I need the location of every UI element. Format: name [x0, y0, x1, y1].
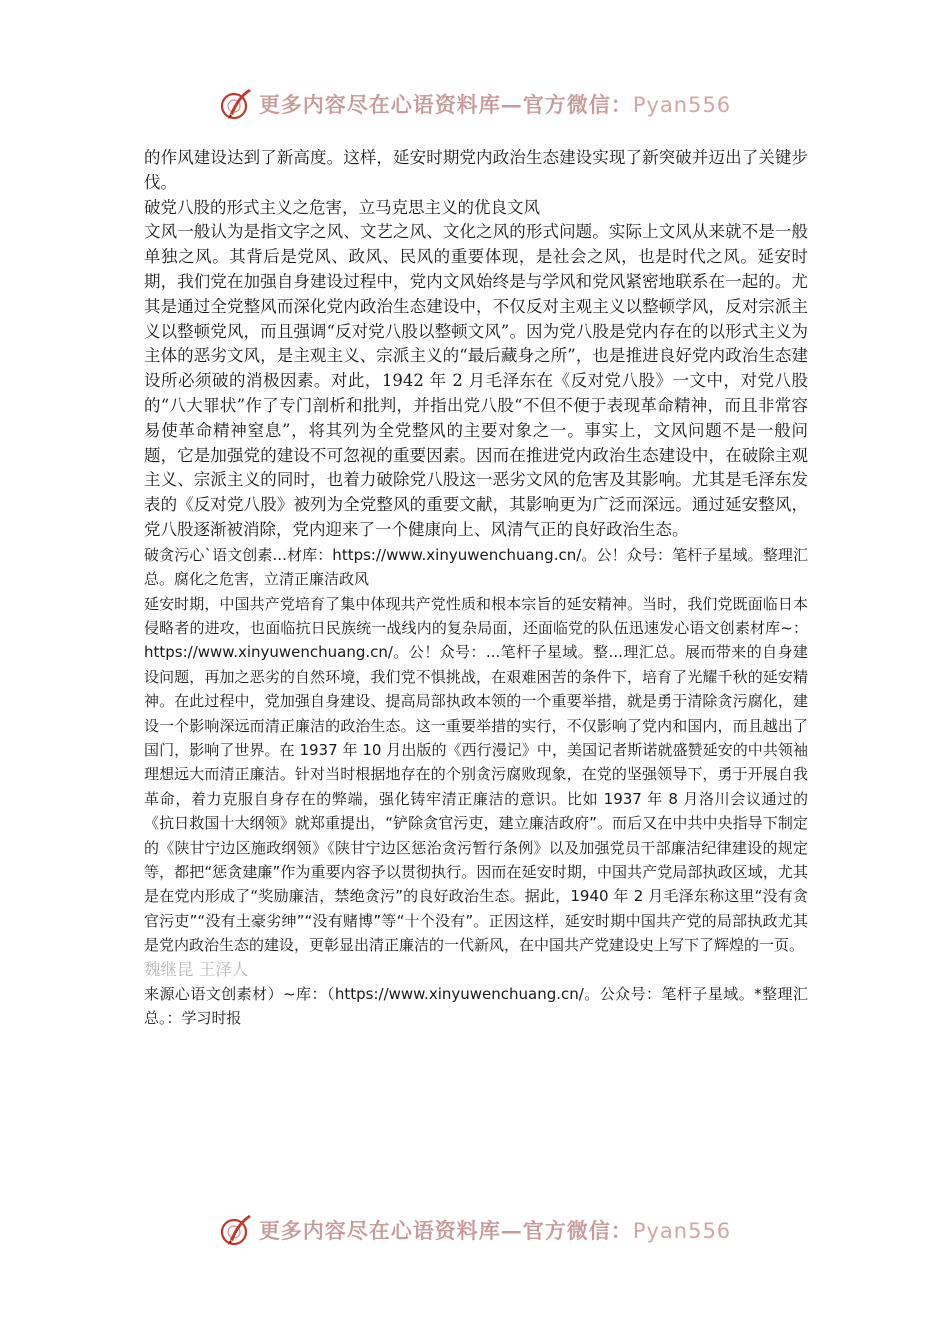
- section-heading-1: 破党八股的形式主义之危害，立马克思主义的优良文风: [144, 197, 540, 217]
- banner-wechat-id: Pyan556: [632, 1219, 732, 1243]
- banner-slogan: 更多内容尽在心语资料库—官方微信：: [258, 92, 633, 117]
- paragraph-writing-style: 文风一般认为是指文字之风、文艺之风、文化之风的形式问题。实际上文风从来就不是一般单独之风。其背后是党风、政风、民风的重要体现，是社会之风，也是时代之风。延安时期，我们党在加强自身建设过程中，党内文风始终是与学风和党风紧密地联系在一起的。尤其是通过全党整风而深化党内政治生态建设中，不仅反对主观主义以整顿学风，反对宗派主义以整顿党风，而且强调“反对党八股以整顿文风”。因为党八股是党内存在的以形式主义为主体的恶劣文风，是主观主义、宗派主义的“最后藏身之所”，也是推进良好党内政治生态建设所必须破的消极因素。对此，1942 年 2 月毛泽东在《反对党八股》一文中，对党八股的“八大罪状”作了专门剖析和批判，并指出党八股“不但不便于表现革命精神，而且非常容易使革命精神窒息”，将其列为全党整风的主要对象之一。事实上，文风问题不是一般问题，它是加强党的建设不可忽视的重要因素。因而在推进党内政治生态建设中，在破除主观主义、宗派主义的同时，也着力破除党八股这一恶劣文风的危害及其影响。尤其是毛泽东发表的《反对党八股》被列为全党整风的重要文献，其影响更为广泛而深远。通过延安整风，党八股逐渐被消除，党内迎来了一个健康向上、风清气正的良好政治生态。: [144, 222, 808, 539]
- header-banner: [0, 84, 950, 124]
- banner-text: [259, 89, 731, 119]
- banner-slogan: 更多内容尽在心语资料库—官方微信：: [258, 1218, 633, 1243]
- banner-wechat-id: Pyan556: [632, 93, 732, 117]
- paragraph-intro: 的作风建设达到了新高度。这样，延安时期党内政治生态建设实现了新突破并迈出了关键步伐。: [144, 148, 808, 192]
- paragraph-integrity: 延安时期，中国共产党培育了集中体现共产党性质和根本宗旨的延安精神。当时，我们党既面临日本侵略者的进攻，也面临抗日民族统一战线内的复杂局面，还面临党的队伍迅速发心语文创素材库~：https://www.xinyuwenchuang.cn/。公！众号：...笔杆子星域。整...理汇总。展而带来的自身建设问题，再加之恶劣的自然环境，我们党不惧挑战，在艰难困苦的条件下，培育了光耀千秋的延安精神。在此过程中，党加强自身建设、提高局部执政本领的一个重要举措，就是勇于清除贪污腐化，建设一个影响深远而清正廉洁的政治生态。这一重要举措的实行，不仅影响了党内和国内，而且越出了国门，影响了世界。在 1937 年 10 月出版的《西行漫记》中，美国记者斯诺就盛赞延安的中共领袖理想远大而清正廉洁。针对当时根据地存在的个别贪污腐败现象，在党的坚强领导下，勇于开展自我革命，着力克服自身存在的弊端，强化铸牢清正廉洁的意识。比如 1937 年 8 月洛川会议通过的《抗日救国十大纲领》就郑重提出，“铲除贪官污吏，建立廉洁政府”。而后又在中共中央指导下制定的《陕甘宁边区施政纲领》《陕甘宁边区惩治贪污暂行条例》以及加强党员干部廉洁纪律建设的规定等，都把“惩贪建廉”作为重要内容予以贯彻执行。因而在延安时期，中国共产党局部执政区域，尤其是在党内形成了“奖励廉洁，禁绝贪污”的良好政治生态。据此，1940 年 2 月毛泽东称这里“没有贪官污吏”“没有土豪劣绅”“没有赌博”等“十个没有”。正因这样，延安时期中国共产党的局部执政尤其是党内政治生态的建设，更彰显出清正廉洁的一代新风，在中国共产党建设史上写下了辉煌的一页。: [144, 594, 808, 955]
- source-line: 来源心语文创素材）~库：（https://www.xinyuwenchuang.cn/。公众号：笔杆子星域。*整理汇总。：学习时报: [144, 984, 808, 1028]
- quill-pen-logo-icon: [219, 86, 255, 122]
- section-heading-2: 破贪污心`语文创素...材库：https://www.xinyuwenchuang.cn/。公！众号：笔杆子星域。整理汇总。腐化之危害，立清正廉洁政风: [144, 545, 808, 589]
- banner-text: [259, 1215, 731, 1245]
- footer-banner: [0, 1210, 950, 1250]
- quill-pen-logo-icon: [219, 1212, 255, 1248]
- authors-line: 魏继昆 王泽人: [144, 959, 249, 979]
- article-body: [144, 146, 808, 1030]
